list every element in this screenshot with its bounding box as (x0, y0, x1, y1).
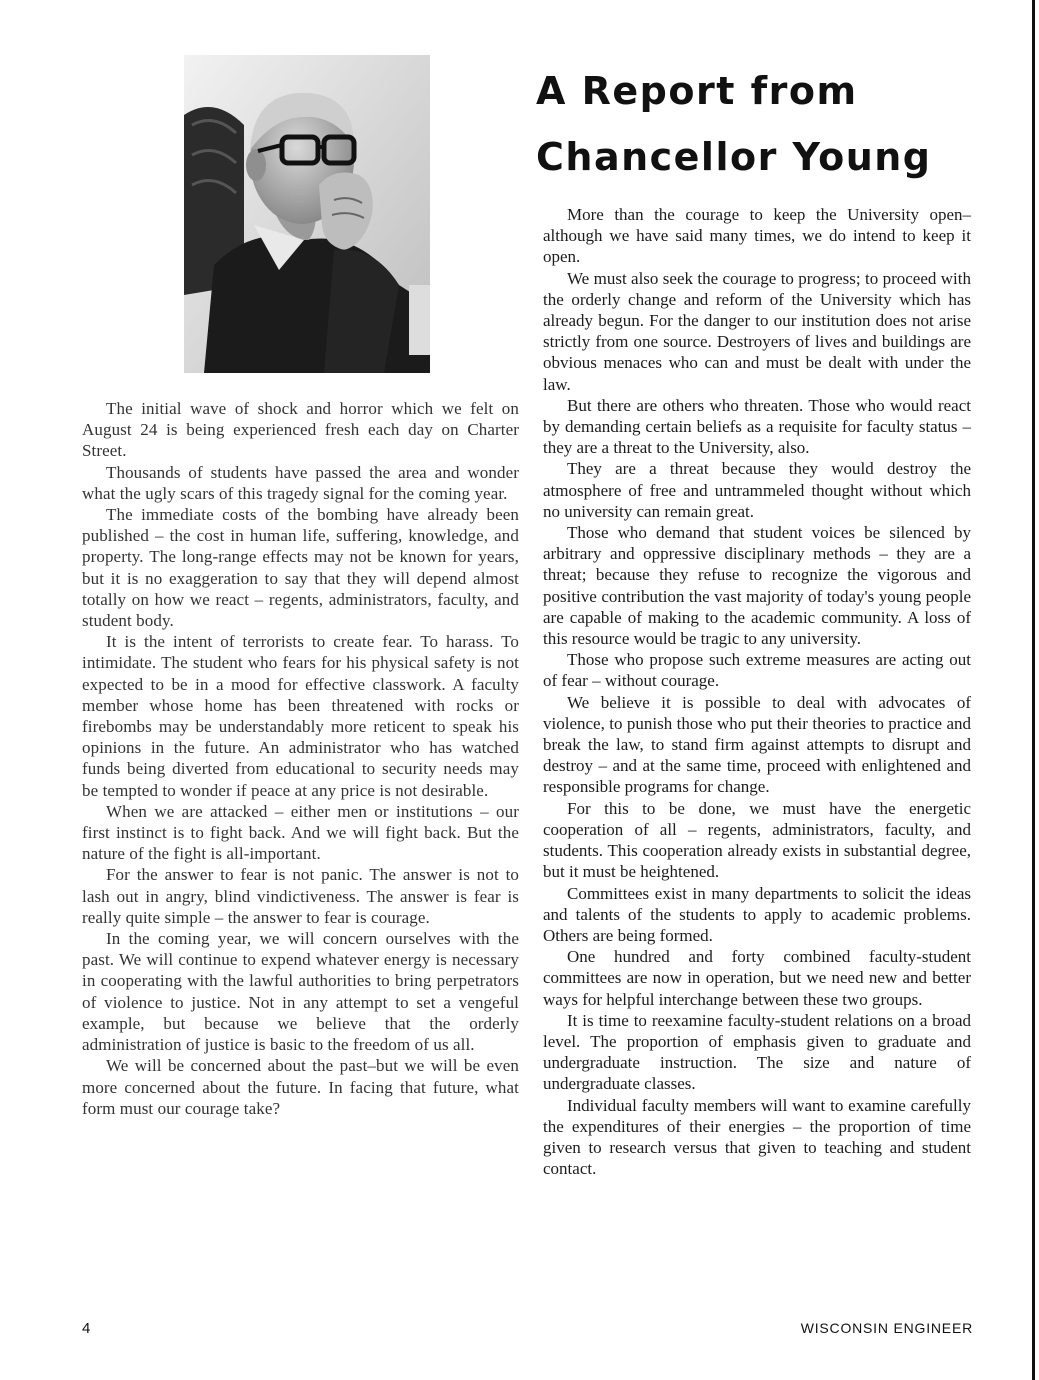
page-number: 4 (82, 1320, 91, 1337)
right-paragraph: We believe it is possible to deal with advocates of violence, to punish those who put their theories to practice and break the law, to stand firm against attempts to disrupt and destroy – and at the same time, proceed with enlightened and responsible programs for change. (543, 692, 971, 797)
article-title (536, 58, 1016, 190)
left-paragraph: We will be concerned about the past–but we will be even more concerned about the future. In facing that future, what form must our courage take? (82, 1056, 519, 1118)
left-paragraph: It is the intent of terrorists to create fear. To harass. To intimidate. The student who fears for his physical safety is not expected to be in a mood for effective classwork. A faculty member whose home has been threatened with rocks or firebombs may be understandably more reticent to speak his opinions in the future. An administrator who has watched funds being diverted from educational to security needs may be tempted to wonder if peace at any price is not desirable. (82, 632, 519, 800)
right-paragraph: We must also seek the courage to progress; to proceed with the orderly change and reform of the University which has already begun. For the danger to our institution does not arise strictly from one source. Destroyers of lives and buildings are obvious menaces who can and must be dealt with under the law. (543, 268, 971, 394)
left-paragraph: The initial wave of shock and horror which we felt on August 24 is being experienced fresh each day on Charter Street. (82, 399, 519, 461)
page-edge-rule (1032, 0, 1035, 1380)
right-paragraph: It is time to reexamine faculty-student relations on a broad level. The proportion of emphasis given to graduate and undergraduate instruction. The size and nature of undergraduate classes. (543, 1010, 971, 1094)
left-paragraph: When we are attacked – either men or institutions – our first instinct is to fight back. And we will fight back. But the nature of the fight is all-important. (82, 801, 519, 864)
left-paragraph: In the coming year, we will concern ourselves with the past. We will continue to expend whatever energy is necessary in cooperating with the lawful authorities to bring perpetrators of violence to justice. Not in any attempt to set a vengeful example, but because we believe that the orderly administration of justice is basic to the freedom of us all. (82, 929, 519, 1055)
left-column (82, 398, 519, 1119)
right-paragraph: Those who propose such extreme measures are acting out of fear – without courage. (543, 650, 971, 691)
right-paragraph: For this to be done, we must have the energetic cooperation of all – regents, administrators, faculty, and students. This cooperation already exists in substantial degree, but it must be heightened. (543, 798, 971, 882)
title-line-1: A Report from (536, 69, 858, 113)
right-paragraph: Committees exist in many departments to solicit the ideas and talents of the students to apply to academic problems. Others are being formed. (543, 883, 971, 945)
right-column (543, 204, 971, 1179)
portrait-illustration (184, 55, 430, 373)
left-paragraph: The immediate costs of the bombing have already been published – the cost in human life, suffering, knowledge, and property. The long-range effects may not be known for years, but it is no exaggeration to say that they will depend almost totally on how we react – regents, administrators, faculty, and student body. (82, 505, 519, 631)
publication-name: WISCONSIN ENGINEER (800, 1320, 973, 1336)
right-paragraph: One hundred and forty combined faculty-student committees are now in operation, but we need new and better ways for helpful interchange between these two groups. (543, 947, 971, 1009)
left-paragraph: Thousands of students have passed the area and wonder what the ugly scars of this tragedy signal for the coming year. (82, 462, 519, 503)
right-paragraph: Individual faculty members will want to examine carefully the expenditures of their energies – the proportion of time given to research versus that given to teaching and student contact. (543, 1095, 971, 1179)
right-paragraph: More than the courage to keep the University open–although we have said many times, we do intend to keep it open. (543, 205, 971, 267)
right-paragraph: Those who demand that student voices be silenced by arbitrary and oppressive disciplinary methods – they are a threat; because they refuse to recognize the vigorous and positive contribution the vast majority of today's young people are capable of making to the academic community. A loss of this resource would be tragic to any university. (543, 523, 971, 649)
portrait-photo (184, 55, 430, 373)
title-line-2: Chancellor Young (536, 135, 932, 179)
left-paragraph: For the answer to fear is not panic. The answer is not to lash out in angry, blind vindictiveness. The answer is fear is really quite simple – the answer to fear is courage. (82, 865, 519, 927)
right-paragraph: But there are others who threaten. Those who would react by demanding certain beliefs as a requisite for faculty status – they are a threat to the University, also. (543, 395, 971, 458)
right-paragraph: They are a threat because they would destroy the atmosphere of free and untrammeled thought without which no university can remain great. (543, 459, 971, 521)
